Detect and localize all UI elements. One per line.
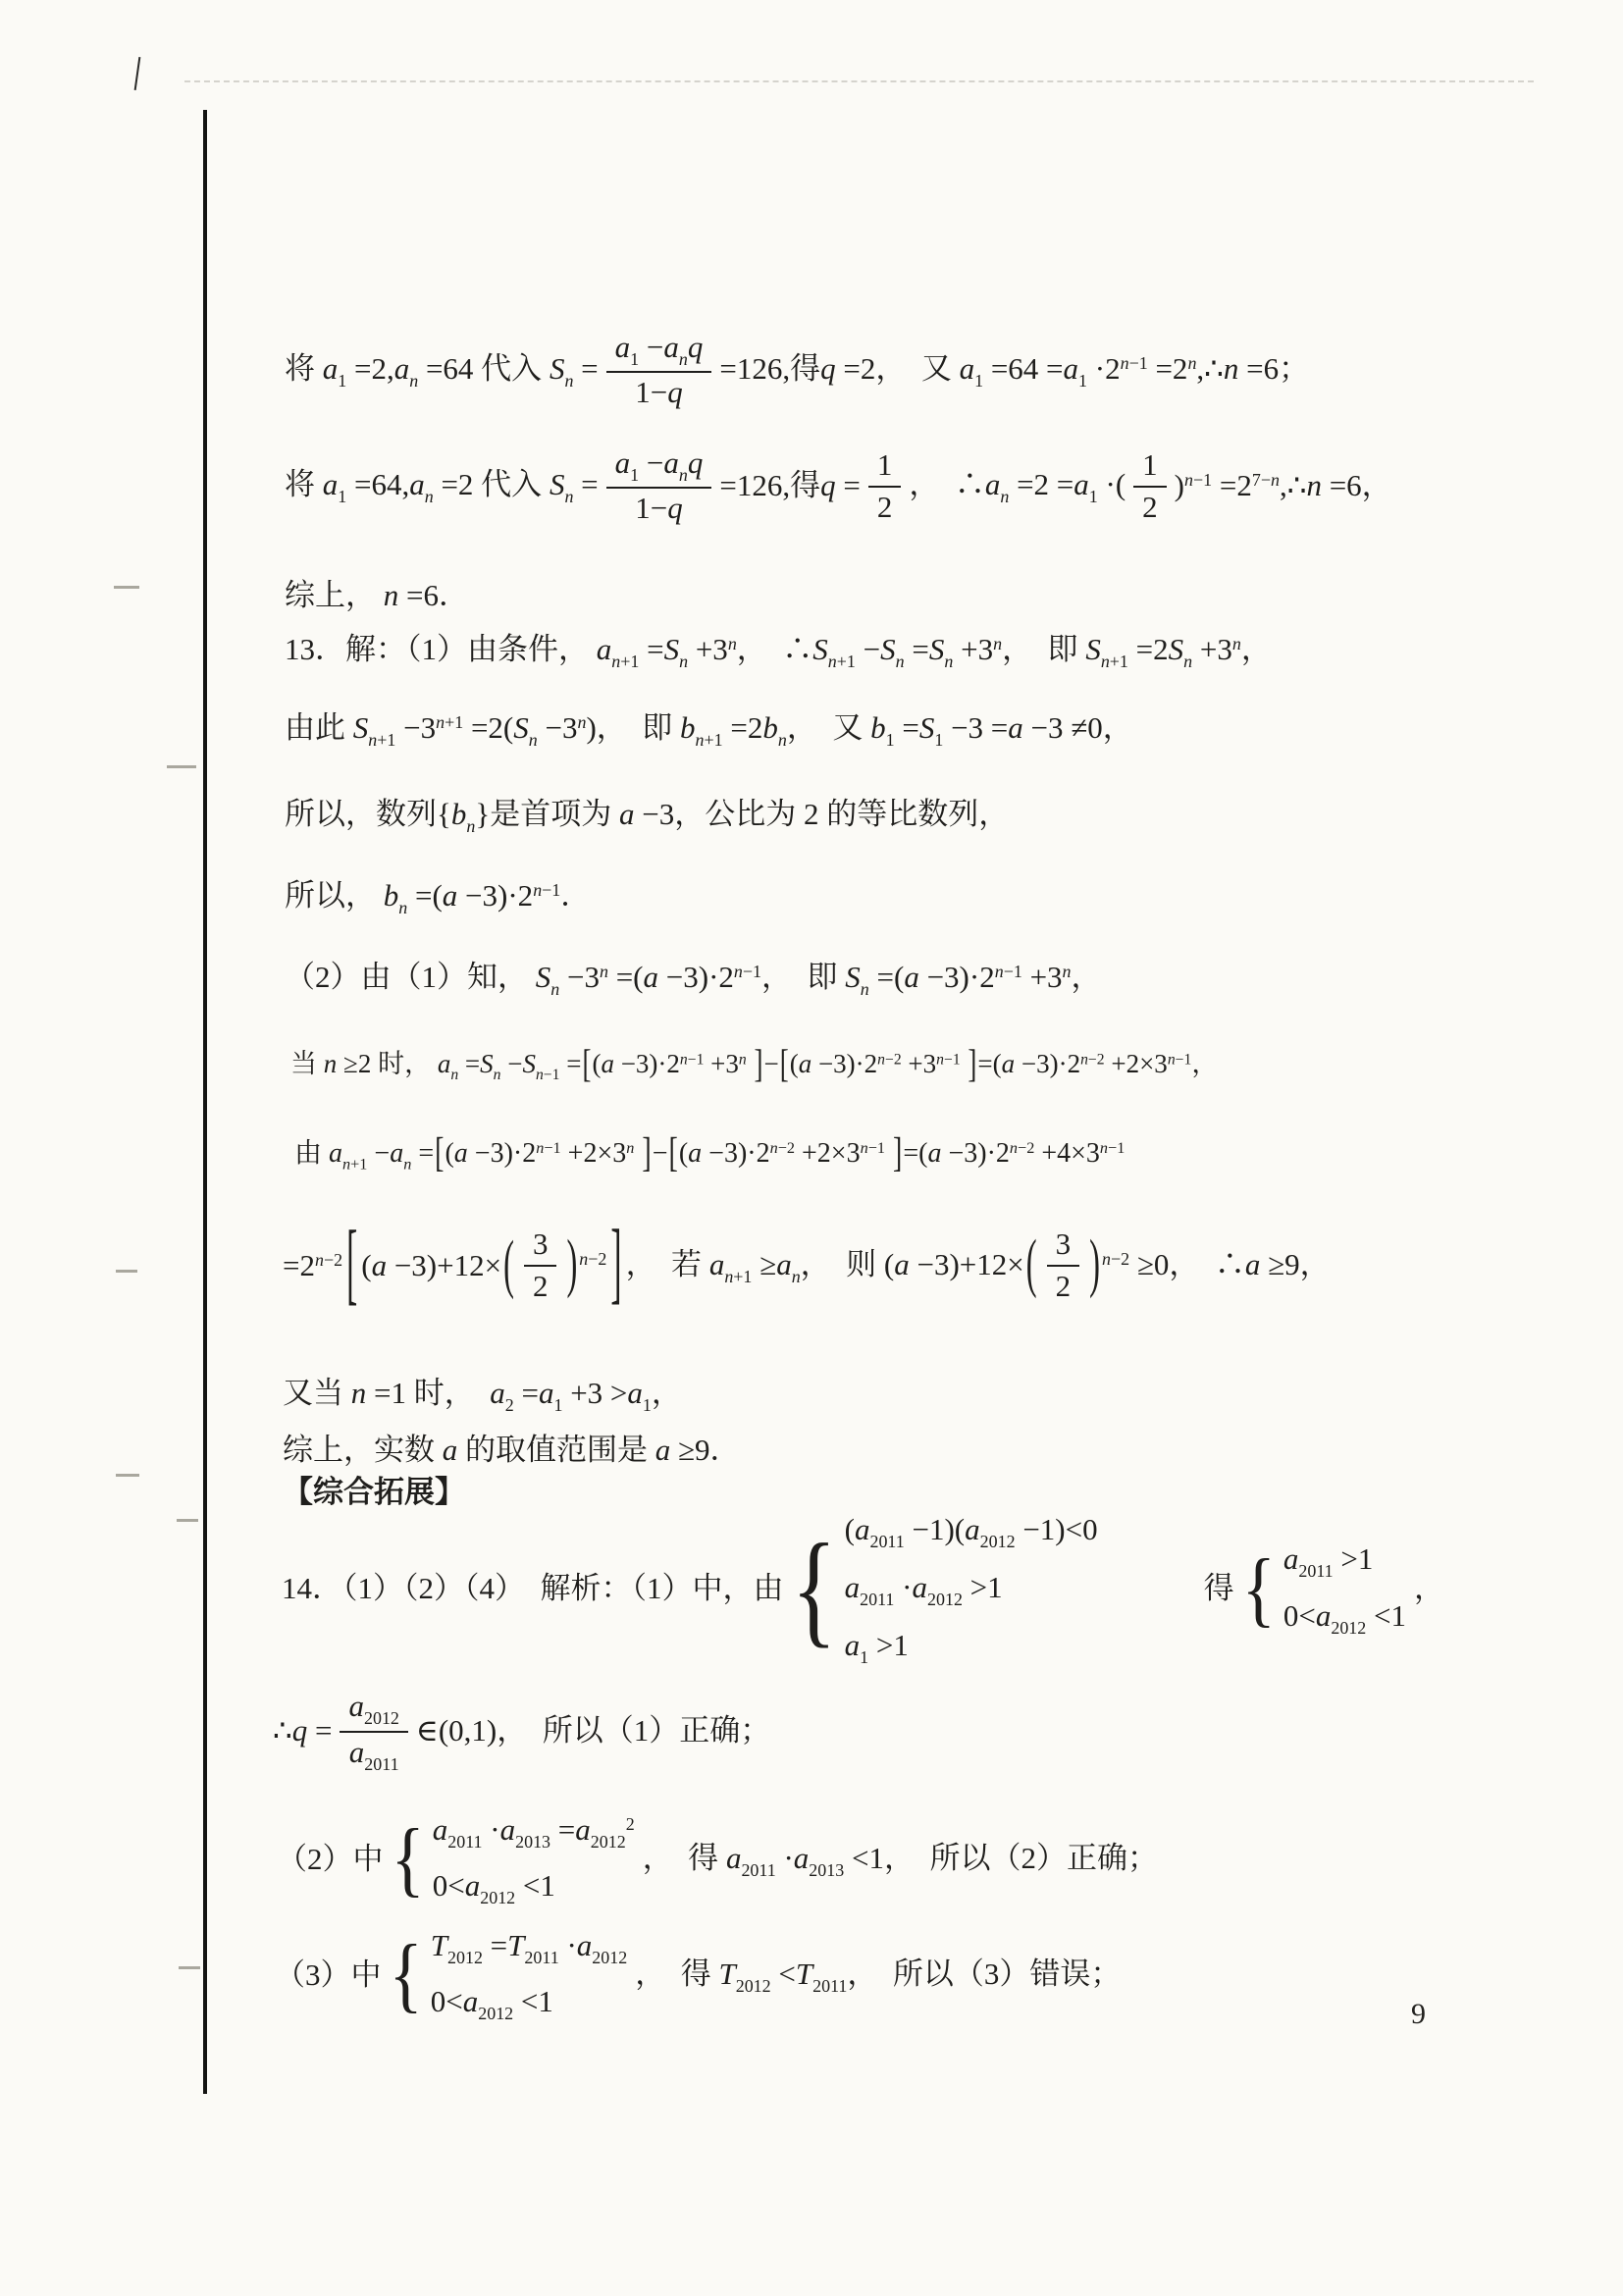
- subscript: 2011: [860, 1590, 895, 1610]
- superscript: n: [738, 1051, 747, 1069]
- subscript: n: [678, 465, 688, 486]
- subscript: 1: [974, 371, 984, 391]
- subscript: n+1: [827, 652, 856, 672]
- superscript: n−2: [314, 1249, 343, 1270]
- subscript: n: [1183, 652, 1193, 672]
- big-delimiter-icon: (: [1025, 1228, 1037, 1302]
- math-text: =126,得q =2， 又 $a_1 =64 =a_1 \cdot 2^{n-1}$ $=2^n,\therefore n =6$；: [719, 350, 1310, 391]
- big-delimiter-icon: [: [582, 1041, 592, 1086]
- superscript: n: [626, 1138, 635, 1157]
- superscript: n: [1187, 353, 1197, 374]
- superscript: n−2: [1080, 1051, 1105, 1069]
- fraction: $\frac{3}{2}$: [1047, 1227, 1080, 1303]
- superscript: n−1: [536, 1138, 561, 1157]
- subscript: 2012: [926, 1590, 963, 1610]
- subscript: n: [424, 487, 434, 507]
- subscript: 1: [630, 348, 640, 369]
- subscript: 1: [630, 465, 640, 486]
- subscript: n: [528, 730, 538, 751]
- big-delimiter-icon: ]: [893, 1129, 903, 1176]
- cases-row: $a_1 >1$: [844, 1628, 909, 1668]
- math-text: 所以，数列$\{b_n\}$是首项为 a −3，公比为 2 的等比数列，: [285, 796, 1010, 837]
- text-line: [275, 1921, 1121, 2029]
- math-text: ∴q =: [273, 1713, 333, 1748]
- subscript: n: [564, 487, 574, 507]
- cases-system: [392, 1812, 635, 1906]
- math-text: 14．（1）（2）（4） 解析：（1）中，由: [282, 1571, 784, 1606]
- scan-margin-mark: [179, 1966, 200, 1969]
- cases-system: [1242, 1541, 1406, 1636]
- subscript: 1: [860, 1647, 869, 1668]
- subscript: 1: [885, 730, 895, 751]
- subscript: n: [466, 816, 476, 837]
- subscript: 1: [642, 1395, 652, 1416]
- superscript: n: [727, 634, 737, 654]
- math-text: ， 得 $a_{2011} \cdot a_{2013} <1$， 所以（2）正确；: [642, 1840, 1158, 1881]
- left-brace-icon: {: [791, 1517, 837, 1659]
- math-text: ， $\therefore a_n =2 =a_1$ ·(: [909, 467, 1126, 507]
- math-text: 所以， $b_n =(a -3)\cdot 2^{n-1}$．: [285, 877, 592, 918]
- subscript: 2012: [979, 1531, 1016, 1551]
- big-delimiter-icon: ]: [642, 1129, 652, 1176]
- text-line: [283, 1370, 682, 1419]
- subscript: 2011: [741, 1860, 776, 1881]
- scan-margin-mark: [114, 586, 139, 589]
- subscript: n+1: [611, 652, 640, 672]
- superscript: n−1: [936, 1051, 961, 1069]
- cases-system: [792, 1512, 1098, 1666]
- cases-row: $0<a_{2012} <1$: [432, 1868, 555, 1908]
- math-text: ) $^{n-2}$ ≥0， ∴a ≥9，: [1087, 1245, 1330, 1285]
- big-delimiter-icon: [: [779, 1041, 789, 1086]
- math-text: （2）中: [277, 1841, 384, 1876]
- text-line: [285, 867, 591, 926]
- big-delimiter-icon: [: [435, 1129, 445, 1176]
- math-text: 当 n ≥2 时， $a_n =S_n -S_{n-1} =[(a -3)\cdot 2^{n-1} +3^n$ ]$-[(a -3)\cdot 2^{n-2} +3^{n-1}$ ]$=(a -3)\cdot 2^{n-2} +2\times 3^{n-1}$，: [290, 1048, 1218, 1083]
- text-line: [283, 1428, 741, 1473]
- math-text: 由此 $S_{n+1} -3^{n+1} =2(S_n -3^n)$， 即 $b_{n+1} =2b_n$， 又 $b_1 =S_1 -3 =a -3 \ne 0$，: [285, 709, 1133, 751]
- subscript: n: [493, 1067, 501, 1084]
- math-text: 将 $a_1 =2,a_n =64$ 代入 $S_n$ =: [285, 350, 599, 391]
- fraction: $\frac{a_{2012}}{a_{2011}}$: [340, 1690, 407, 1772]
- scan-margin-mark: [177, 1519, 198, 1522]
- subscript: n+1: [1100, 652, 1128, 672]
- math-text: 综上，实数 a 的取值范围是 a ≥9．: [283, 1432, 741, 1467]
- subscript: n: [398, 898, 408, 918]
- math-text: 得: [1203, 1571, 1234, 1606]
- math-text: )$^{n-1} =2^{7-n},\therefore n =6$，: [1174, 468, 1392, 503]
- cases-system: [390, 1928, 628, 2022]
- subscript: 1: [338, 487, 347, 507]
- math-text: ，: [1414, 1571, 1444, 1606]
- scan-top-dashes: [184, 80, 1534, 82]
- superscript: n−1: [533, 880, 561, 901]
- superscript: n−2: [1009, 1138, 1035, 1157]
- subscript: 2011: [869, 1531, 905, 1551]
- superscript: n−1: [1184, 470, 1213, 491]
- math-text: 将 $a_1 =64,a_n =2$ 代入 $S_n$ =: [285, 467, 599, 507]
- text-line: [277, 1805, 1158, 1913]
- subscript: 2012: [480, 1888, 516, 1908]
- math-text: 由 $a_{n+1} -a_n =[(a -3)\cdot 2^{n-1} +2\times 3^n$ ]$-[(a -3)\cdot 2^{n-2} +2\times 3^{n-1}$ ]$=(a -3)\cdot 2^{n-2} +4\times 3^{n-1}$: [294, 1136, 1125, 1173]
- subscript: 2011: [364, 1753, 399, 1774]
- subscript: n−1: [535, 1067, 560, 1084]
- superscript: n: [599, 962, 608, 982]
- subscript: 2011: [524, 1948, 559, 1968]
- left-brace-icon: {: [1241, 1542, 1276, 1636]
- math-text: ) $^{n-2}$ ] ， 若 $a_{n+1} \ge a_n$， 则 (a −3)+12×(: [564, 1244, 1038, 1285]
- text-line: [285, 440, 1392, 533]
- subscript: 2012: [446, 1948, 483, 1968]
- superscript: n: [993, 634, 1003, 654]
- superscript: n: [577, 712, 587, 733]
- subscript: n+1: [724, 1267, 753, 1287]
- big-delimiter-icon: ]: [968, 1041, 977, 1086]
- subscript: 2012: [735, 1976, 771, 1997]
- superscript: n−1: [994, 962, 1022, 982]
- cases-row: $T_{2012} =T_{2011} \cdot a_{2012}$: [430, 1927, 628, 1968]
- subscript: n+1: [695, 730, 723, 751]
- math-text: $=2^{n-2}$ [ (a −3)+12×(: [283, 1245, 516, 1286]
- subscript: n: [777, 730, 787, 751]
- subscript: 2011: [447, 1832, 483, 1852]
- math-text: 又当 n =1 时， $a_2 =a_1 +3 >a_1$，: [283, 1375, 682, 1416]
- text-line: [285, 626, 1272, 675]
- text-line: [283, 1199, 1331, 1331]
- subscript: n: [450, 1067, 459, 1084]
- subscript: 1: [1078, 371, 1088, 391]
- subscript: n: [1000, 487, 1010, 507]
- big-delimiter-icon: [: [668, 1129, 678, 1176]
- text-line: [290, 1036, 1218, 1095]
- superscript: n−1: [1099, 1138, 1126, 1157]
- subscript: n: [791, 1267, 801, 1287]
- big-delimiter-icon: ): [1089, 1227, 1100, 1301]
- subscript: 2012: [363, 1708, 399, 1729]
- subscript: 1: [338, 371, 347, 391]
- fraction: $\frac{3}{2}$: [524, 1227, 557, 1303]
- subscript: n+1: [368, 730, 396, 751]
- scan-edge-line: [203, 110, 207, 2094]
- text-line: [285, 704, 1133, 754]
- superscript: n−2: [877, 1051, 902, 1069]
- subscript: n+1: [342, 1155, 368, 1174]
- math-text: （2）由（1）知， $S_n -3^n =(a -3)\cdot 2^{n-1}$， 即 $S_n =(a -3)\cdot 2^{n-1} +3^n$，: [285, 959, 1102, 1000]
- fraction: $\frac{a_1 -a_nq}{1-q}$: [606, 446, 712, 526]
- superscript: n−2: [769, 1138, 796, 1157]
- left-brace-icon: {: [391, 1812, 425, 1906]
- superscript: 7−n: [1251, 470, 1280, 491]
- left-brace-icon: {: [389, 1928, 423, 2022]
- math-text: =126,得q =: [719, 468, 861, 503]
- big-delimiter-icon: (: [503, 1228, 514, 1302]
- text-line: [285, 574, 469, 618]
- subscript: 1: [1088, 487, 1098, 507]
- scan-margin-mark: [167, 765, 196, 768]
- subscript: 2012: [1331, 1617, 1367, 1638]
- fraction: $\frac{1}{2}$: [1133, 448, 1167, 524]
- subscript: n: [944, 652, 954, 672]
- subscript: n: [895, 652, 905, 672]
- subscript: 1: [553, 1395, 563, 1416]
- subscript: n: [679, 652, 689, 672]
- math-text: ∈(0,1)， 所以（1）正确；: [415, 1713, 771, 1748]
- subscript: 2012: [592, 1948, 628, 1968]
- math-text: 【综合拓展】: [283, 1474, 465, 1509]
- cases-row: $0<a_{2012} <1$: [430, 1984, 553, 2024]
- superscript: n−1: [679, 1051, 705, 1069]
- superscript: n: [1231, 634, 1241, 654]
- text-line: [285, 326, 1309, 414]
- subscript: 2013: [809, 1860, 845, 1881]
- cases-row: $a_{2011} \cdot a_{2013} =a_{2012}^2$: [432, 1811, 635, 1852]
- subscript: 2013: [515, 1832, 551, 1852]
- cases-row: $a_{2011} \cdot a_{2012} >1$: [844, 1569, 1003, 1610]
- big-delimiter-icon: ]: [610, 1213, 622, 1316]
- superscript: n−1: [1167, 1051, 1192, 1069]
- subscript: n: [678, 348, 688, 369]
- text-line: [294, 1124, 1125, 1183]
- scan-margin-mark: [116, 1474, 139, 1477]
- superscript: n−1: [1120, 353, 1148, 374]
- fraction: $\frac{1}{2}$: [868, 448, 902, 524]
- superscript: 2: [625, 1814, 635, 1835]
- superscript: n: [1062, 962, 1072, 982]
- superscript: n−2: [579, 1249, 607, 1270]
- subscript: 1: [934, 730, 944, 751]
- cases-row: $a_{2011} >1$: [1283, 1541, 1374, 1582]
- scan-margin-mark: [116, 1270, 137, 1273]
- subscript: n: [860, 979, 869, 1000]
- text-line: [285, 791, 1009, 840]
- subscript: n: [409, 371, 419, 391]
- subscript: 2: [504, 1395, 514, 1416]
- subscript: n: [564, 371, 574, 391]
- math-text: 综上， n =6．: [285, 578, 469, 613]
- math-text: （3）中: [275, 1957, 382, 1992]
- big-delimiter-icon: [: [346, 1213, 358, 1316]
- text-line: [282, 1503, 1444, 1675]
- big-delimiter-icon: ]: [754, 1041, 763, 1086]
- superscript: n−1: [860, 1138, 886, 1157]
- math-text: 13．解：（1）由条件， $a_{n+1} =S_n +3^n$， $\therefore S_{n+1} -S_n =S_n +3^n$， 即 $S_{n+1} =2S_n +3^n$，: [285, 631, 1272, 672]
- subscript: 2012: [590, 1832, 626, 1852]
- subscript: 2011: [1298, 1561, 1334, 1582]
- superscript: n+1: [436, 712, 464, 733]
- superscript: n−1: [733, 962, 762, 982]
- subscript: 2011: [812, 1976, 848, 1997]
- text-line: [273, 1680, 770, 1783]
- subscript: n: [550, 979, 560, 1000]
- subscript: n: [403, 1155, 412, 1174]
- scan-corner-tick: [134, 57, 141, 90]
- superscript: n−2: [1101, 1249, 1130, 1270]
- subscript: 2012: [478, 2004, 514, 2024]
- fraction: $\frac{a_1 -a_nq}{1-q}$: [606, 331, 712, 410]
- big-delimiter-icon: ): [566, 1228, 578, 1302]
- cases-row: $(a_{2011} -1)(a_{2012} -1)<0$: [844, 1511, 1098, 1551]
- cases-row: $0<a_{2012} <1$: [1283, 1597, 1406, 1638]
- page-number: 9: [1411, 1998, 1426, 2030]
- spacer: [1106, 1589, 1204, 1590]
- math-text: ， 得 $T_{2012} <T_{2011}$， 所以（3）错误；: [635, 1956, 1122, 1997]
- text-line: [285, 954, 1102, 1003]
